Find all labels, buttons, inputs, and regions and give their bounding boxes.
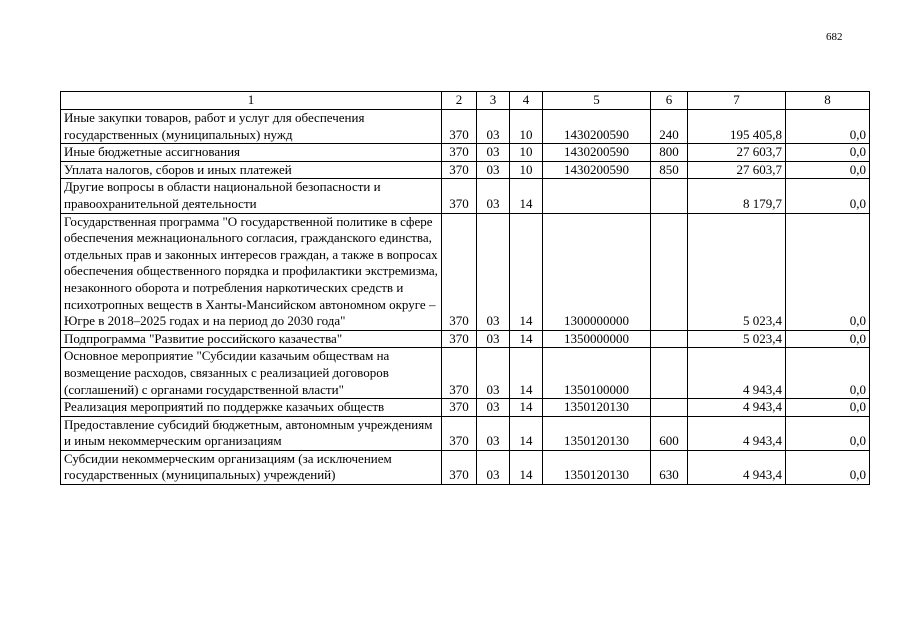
column-header-8: 8 [786,92,870,110]
table-body [61,110,870,485]
row-name: Другие вопросы в области национальной безопасности и правоохранительной деятельности [61,179,442,213]
row-admin-code: 370 [442,416,477,450]
row-name: Иные бюджетные ассигнования [61,144,442,162]
row-admin-code: 370 [442,213,477,330]
row-subsection: 10 [510,144,543,162]
row-amount-extra: 0,0 [786,179,870,213]
row-section: 03 [477,144,510,162]
row-section: 03 [477,416,510,450]
row-amount: 4 943,4 [688,450,786,484]
row-admin-code: 370 [442,110,477,144]
row-expense-type [651,348,688,399]
row-expense-type [651,330,688,348]
header-row [61,92,870,110]
row-section: 03 [477,179,510,213]
row-target-article: 1430200590 [543,161,651,179]
table-row [61,330,870,348]
table-row [61,213,870,330]
row-subsection: 14 [510,416,543,450]
row-name: Иные закупки товаров, работ и услуг для обеспечения государственных (муниципальных) нужд [61,110,442,144]
row-amount-extra: 0,0 [786,213,870,330]
row-amount-extra: 0,0 [786,144,870,162]
row-amount: 27 603,7 [688,144,786,162]
row-target-article: 1350120130 [543,416,651,450]
row-subsection: 14 [510,399,543,417]
column-header-2: 2 [442,92,477,110]
row-amount: 5 023,4 [688,330,786,348]
page-number: 682 [826,31,843,43]
row-expense-type [651,213,688,330]
column-header-3: 3 [477,92,510,110]
row-subsection: 14 [510,213,543,330]
row-section: 03 [477,348,510,399]
row-admin-code: 370 [442,348,477,399]
row-amount-extra: 0,0 [786,330,870,348]
row-admin-code: 370 [442,144,477,162]
table-row [61,110,870,144]
table-row [61,348,870,399]
row-expense-type: 240 [651,110,688,144]
table-row [61,416,870,450]
table-row [61,144,870,162]
row-subsection: 10 [510,161,543,179]
table-row [61,179,870,213]
row-target-article: 1300000000 [543,213,651,330]
row-amount: 4 943,4 [688,399,786,417]
row-admin-code: 370 [442,330,477,348]
row-target-article: 1350120130 [543,399,651,417]
row-section: 03 [477,213,510,330]
row-expense-type [651,399,688,417]
row-expense-type [651,179,688,213]
row-subsection: 14 [510,179,543,213]
row-amount: 5 023,4 [688,213,786,330]
row-name: Подпрограмма "Развитие российского казачества" [61,330,442,348]
row-target-article: 1350120130 [543,450,651,484]
row-expense-type: 600 [651,416,688,450]
row-section: 03 [477,330,510,348]
row-expense-type: 630 [651,450,688,484]
row-amount: 27 603,7 [688,161,786,179]
budget-table [60,91,870,485]
table-row [61,399,870,417]
row-target-article: 1350000000 [543,330,651,348]
row-expense-type: 850 [651,161,688,179]
row-admin-code: 370 [442,179,477,213]
row-amount-extra: 0,0 [786,450,870,484]
row-amount: 195 405,8 [688,110,786,144]
row-name: Уплата налогов, сборов и иных платежей [61,161,442,179]
row-target-article: 1430200590 [543,144,651,162]
row-admin-code: 370 [442,399,477,417]
column-header-1: 1 [61,92,442,110]
row-target-article: 1430200590 [543,110,651,144]
row-name: Государственная программа "О государственной политике в сфере обеспечения межнационального согласия, гражданского единства, отдельных прав и законных интересов граждан, а также в вопросах обеспечения общественного порядка и профилактики экстремизма, незаконного оборота и потребления наркотических средств и психотропных веществ в Ханты-Мансийском автономном округе – Югре в 2018–2025 годах и на период до 2030 года" [61,213,442,330]
row-section: 03 [477,110,510,144]
column-header-5: 5 [543,92,651,110]
row-name: Реализация мероприятий по поддержке казачьих обществ [61,399,442,417]
row-name: Основное мероприятие "Субсидии казачьим обществам на возмещение расходов, связанных с реализацией договоров (соглашений) с органами государственной власти" [61,348,442,399]
row-subsection: 10 [510,110,543,144]
row-subsection: 14 [510,348,543,399]
table-header [61,92,870,110]
row-section: 03 [477,450,510,484]
row-name: Предоставление субсидий бюджетным, автономным учреждениям и иным некоммерческим организациям [61,416,442,450]
row-amount-extra: 0,0 [786,110,870,144]
column-header-6: 6 [651,92,688,110]
row-section: 03 [477,399,510,417]
column-header-4: 4 [510,92,543,110]
row-target-article [543,179,651,213]
row-amount-extra: 0,0 [786,348,870,399]
row-admin-code: 370 [442,450,477,484]
table-row [61,450,870,484]
row-amount: 8 179,7 [688,179,786,213]
row-subsection: 14 [510,330,543,348]
table-row [61,161,870,179]
row-amount-extra: 0,0 [786,416,870,450]
row-amount: 4 943,4 [688,416,786,450]
row-expense-type: 800 [651,144,688,162]
row-amount-extra: 0,0 [786,161,870,179]
row-admin-code: 370 [442,161,477,179]
row-target-article: 1350100000 [543,348,651,399]
row-section: 03 [477,161,510,179]
row-amount-extra: 0,0 [786,399,870,417]
row-subsection: 14 [510,450,543,484]
row-name: Субсидии некоммерческим организациям (за исключением государственных (муниципальных) учреждений) [61,450,442,484]
column-header-7: 7 [688,92,786,110]
row-amount: 4 943,4 [688,348,786,399]
